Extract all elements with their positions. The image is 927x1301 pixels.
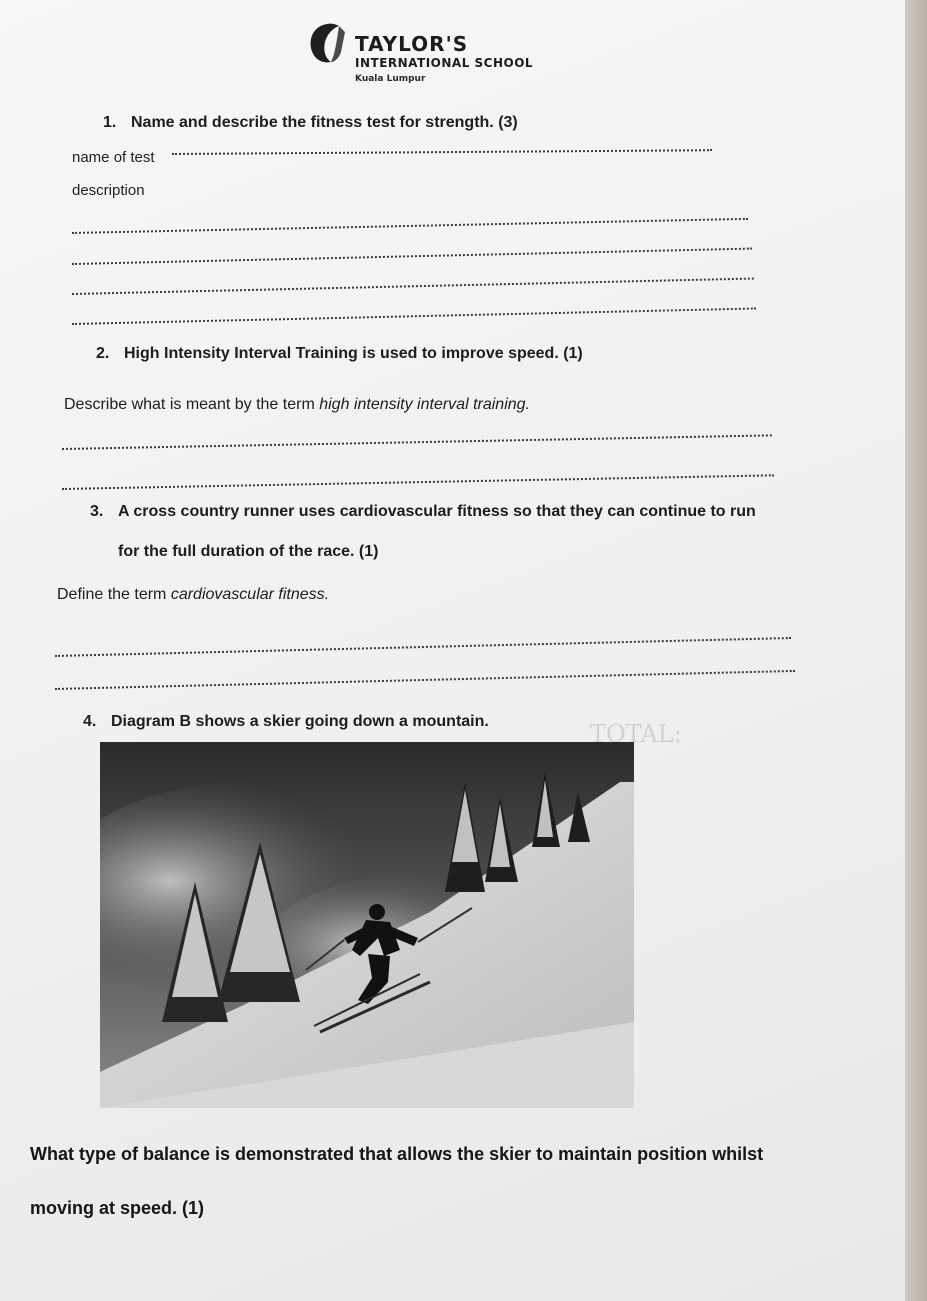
answer-line[interactable] — [55, 670, 795, 690]
question-3-text-line1: A cross country runner uses cardiovascular fitness so that they can continue to run — [118, 503, 756, 520]
question-4-followup-line1: What type of balance is demonstrated that allows the skier to maintain position whilst — [30, 1144, 764, 1164]
prompt-prefix: Define the term — [57, 586, 171, 603]
answer-line[interactable] — [55, 637, 791, 657]
school-crest-icon — [305, 22, 349, 66]
answer-line[interactable] — [72, 307, 756, 325]
question-4-text: Diagram B shows a skier going down a mountain. — [111, 713, 489, 730]
answer-line[interactable] — [62, 474, 774, 490]
question-4-followup-line2: moving at speed. (1) — [30, 1198, 205, 1218]
question-1-number: 1. — [103, 114, 117, 131]
answer-line[interactable] — [172, 149, 712, 155]
question-4-number: 4. — [83, 713, 97, 730]
school-logo — [305, 22, 565, 94]
question-4 — [83, 713, 489, 731]
question-1-text: Name and describe the fitness test for strength. (3) — [131, 114, 518, 131]
question-2-text: High Intensity Interval Training is used to improve speed. (1) — [124, 345, 583, 362]
answer-line[interactable] — [72, 278, 754, 295]
question-2 — [96, 345, 583, 363]
prompt-prefix: Describe what is meant by the term — [64, 396, 320, 413]
answer-line[interactable] — [72, 218, 748, 234]
answer-line[interactable] — [62, 434, 772, 450]
description-label: description — [72, 182, 145, 199]
question-3-prompt — [57, 586, 329, 604]
school-subtitle: INTERNATIONAL SCHOOL — [355, 56, 534, 70]
question-3-text-line2: for the full duration of the race. (1) — [118, 543, 379, 560]
question-2-number: 2. — [96, 345, 110, 362]
school-name: TAYLOR'S — [355, 32, 469, 56]
name-of-test-label: name of test — [72, 149, 155, 166]
desk-edge — [905, 0, 927, 1301]
school-city: Kuala Lumpur — [355, 74, 426, 84]
diagram-b-skier-photo — [100, 742, 634, 1108]
prompt-term: cardiovascular fitness. — [170, 586, 330, 603]
question-3-number: 3. — [90, 503, 104, 520]
question-1 — [103, 114, 518, 132]
question-3 — [90, 503, 756, 521]
show-through-text: TOTAL: — [590, 720, 682, 748]
question-2-prompt — [64, 396, 530, 414]
prompt-term: high intensity interval training. — [319, 396, 530, 413]
answer-line[interactable] — [72, 248, 752, 265]
